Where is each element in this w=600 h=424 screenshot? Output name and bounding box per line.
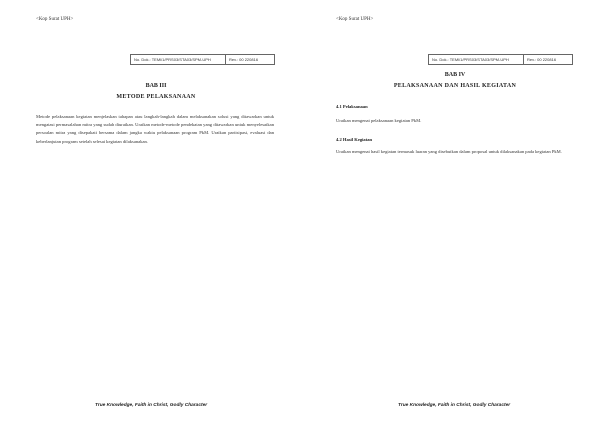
page-footer-motto: True Knowledge, Faith in Christ, Godly Character bbox=[398, 403, 511, 408]
revision-number: Rev.: 00 220816 bbox=[226, 55, 275, 65]
chapter-title: METODE PELAKSANAAN bbox=[116, 94, 196, 100]
document-info-table bbox=[130, 54, 275, 65]
section-text: Uraikan mengenai hasil kegiatan termasuk luaran yang disebutkan dalam proposal untuk dilaksanakan pada kegiatan PkM. bbox=[336, 149, 562, 154]
document-info-table bbox=[428, 54, 573, 65]
document-number: No. Dok.: TEMl/1/PRS03/STA03/SPM-UPH bbox=[429, 55, 524, 65]
page-footer-motto: True Knowledge, Faith in Christ, Godly Character bbox=[95, 403, 208, 408]
chapter-title: PELAKSANAAN DAN HASIL KEGIATAN bbox=[393, 83, 517, 89]
chapter-body-text: Metode pelaksanaan kegiatan menjelaskan tahapan atau langkah-langkah dalam melaksanakan solusi yang ditawarkan untuk mengatasi permasalahan mitra yang sudah diuraikan. Uraikan metode-metode pendekatan yang ditawarkan untuk menyelesaikan persoalan mitra yang disepakati bersama dalam jangka waktu pelaksanaan program PkM. Uraikan partisipasi, evaluasi dan keberlanjutan program setelah selesai kegiatan dilaksanakan. bbox=[36, 114, 274, 144]
page-bab-iv bbox=[300, 0, 600, 424]
section-heading: 4.1 Pelaksanaan bbox=[336, 104, 368, 109]
chapter-number: BAB III bbox=[145, 83, 167, 89]
revision-number: Rev.: 00 220816 bbox=[524, 55, 573, 65]
letterhead-placeholder: <Kop Surat UPH> bbox=[336, 17, 374, 22]
section-text: Uraikan mengenai pelaksanaan kegiatan PkM. bbox=[336, 118, 422, 123]
letterhead-placeholder: <Kop Surat UPH> bbox=[36, 17, 74, 22]
section-heading: 4.2 Hasil Kegiatan bbox=[336, 137, 373, 142]
document-number: No. Dok.: TEMl/1/PRS03/STA03/SPM-UPH bbox=[131, 55, 226, 65]
chapter-number: BAB IV bbox=[444, 72, 466, 78]
